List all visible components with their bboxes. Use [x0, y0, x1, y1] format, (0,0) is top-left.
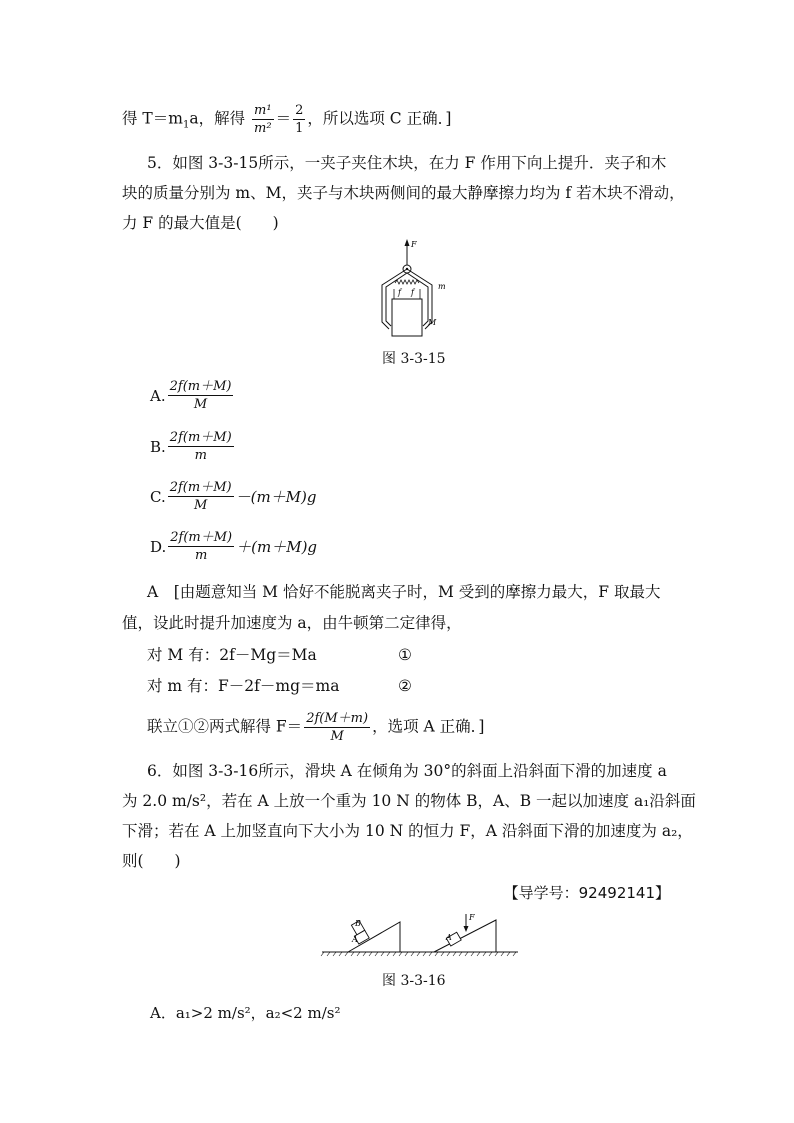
- eq2-text: 对 m 有：F－2f－mg＝ma: [147, 677, 340, 695]
- eq1-text: 对 M 有：2f－Mg＝Ma: [147, 646, 317, 664]
- force-label: F: [411, 240, 417, 249]
- option-c-tail: －(m＋M)g: [235, 488, 317, 506]
- conclusion-fraction: [304, 712, 370, 743]
- clip-mass-label: m: [438, 282, 446, 291]
- figure-clip-block: [370, 237, 450, 342]
- top-sub: 1: [182, 119, 190, 131]
- q5-equation-2: [147, 676, 339, 696]
- ratio-denominator: m²: [254, 121, 272, 136]
- option-b-fraction: [168, 431, 234, 462]
- q5-answer-line-2: 值，设此时提升加速度为 a，由牛顿第二定律得，: [122, 614, 462, 632]
- label-f-right: F: [469, 913, 475, 922]
- option-a-den: M: [193, 397, 208, 412]
- option-d-fraction: [168, 531, 234, 562]
- ground-hatch: [321, 952, 516, 956]
- q6-option-a[interactable]: A．a₁>2 m/s²，a₂<2 m/s²: [150, 1004, 341, 1022]
- incline-right: [434, 920, 496, 952]
- q5-option-b[interactable]: [150, 431, 236, 462]
- friction-label-left: f: [398, 288, 401, 297]
- top-prefix: 得 T＝m: [122, 109, 183, 128]
- q5-option-c[interactable]: [150, 481, 316, 512]
- option-d-tail: ＋(m＋M)g: [236, 538, 318, 556]
- value-denominator: 1: [295, 121, 304, 136]
- figure-caption-3-3-16: 图 3-3-16: [382, 973, 446, 989]
- eq2-mark: ②: [398, 677, 412, 695]
- wood-block: [392, 299, 422, 336]
- value-fraction: [293, 104, 305, 135]
- q5-answer-line-1: A [由题意知当 M 恰好不能脱离夹子时，M 受到的摩擦力最大，F 取最大: [147, 583, 661, 601]
- value-numerator: 2: [295, 103, 304, 118]
- top-answer-line: [122, 104, 451, 136]
- option-a-label: A.: [150, 386, 166, 405]
- top-eq: ＝: [275, 109, 292, 128]
- option-a-fraction: [168, 380, 234, 411]
- option-c-num: 2f(m＋M): [169, 480, 232, 495]
- q5-option-d[interactable]: [150, 531, 317, 562]
- spring: [395, 280, 419, 284]
- label-a-right: A: [446, 933, 452, 942]
- conclusion-den: M: [330, 729, 344, 744]
- option-c-label: C.: [150, 487, 166, 506]
- conclusion-num: 2f(M＋m): [306, 711, 369, 726]
- q5-line-1: 5．如图 3-3-15所示，一夹子夹住木块，在力 F 作用下向上提升．夹子和木: [147, 154, 667, 172]
- force-arrow-right-head: [464, 926, 469, 932]
- option-c-fraction: [168, 481, 234, 512]
- option-c-den: M: [194, 498, 208, 513]
- q6-line-2: 为 2.0 m/s²，若在 A 上放一个重为 10 N 的物体 B，A、B 一起以加速度 a₁沿斜面: [122, 792, 696, 810]
- q6-line-1: 6．如图 3-3-16所示，滑块 A 在倾角为 30°的斜面上沿斜面下滑的加速度 a: [147, 762, 667, 780]
- ratio-numerator: m¹: [254, 103, 272, 118]
- ratio-fraction: [252, 104, 274, 135]
- friction-label-right: f: [411, 288, 414, 297]
- conclusion-suffix: ，选项 A 正确．]: [372, 717, 485, 736]
- eq1-mark: ①: [398, 646, 412, 664]
- q5-line-2: 块的质量分别为 m、M，夹子与木块两侧间的最大静摩擦力均为 f 若木块不滑动，: [122, 184, 685, 202]
- figure-inclines: [320, 910, 520, 960]
- option-d-num: 2f(m＋M): [170, 530, 233, 545]
- option-d-label: D.: [150, 537, 167, 556]
- force-arrow-head: [405, 239, 410, 246]
- guide-number: 【导学号：92492141】: [503, 884, 670, 902]
- q5-option-a[interactable]: [150, 380, 235, 411]
- top-mid: a，解得: [189, 109, 246, 128]
- q6-line-4: 则( ): [122, 852, 181, 870]
- top-suffix: ，所以选项 C 正确．]: [307, 109, 452, 128]
- label-a-left: A: [352, 935, 358, 944]
- option-d-den: m: [195, 548, 208, 563]
- option-b-den: m: [194, 448, 207, 463]
- label-b-left: B: [355, 919, 361, 928]
- q5-conclusion: [147, 712, 484, 743]
- conclusion-prefix: 联立①②两式解得 F＝: [147, 717, 303, 736]
- option-b-num: 2f(m＋M): [169, 430, 232, 445]
- option-b-label: B.: [150, 437, 166, 456]
- q6-line-3: 下滑；若在 A 上加竖直向下大小为 10 N 的恒力 F，A 沿斜面下滑的加速度为 a₂，: [122, 822, 693, 840]
- option-a-num: 2f(m＋M): [169, 379, 232, 394]
- figure-caption-3-3-15: 图 3-3-15: [382, 351, 446, 367]
- block-mass-label: M: [428, 318, 437, 327]
- q5-line-3: 力 F 的最大值是( ): [122, 214, 279, 232]
- q5-equation-1: [147, 645, 317, 665]
